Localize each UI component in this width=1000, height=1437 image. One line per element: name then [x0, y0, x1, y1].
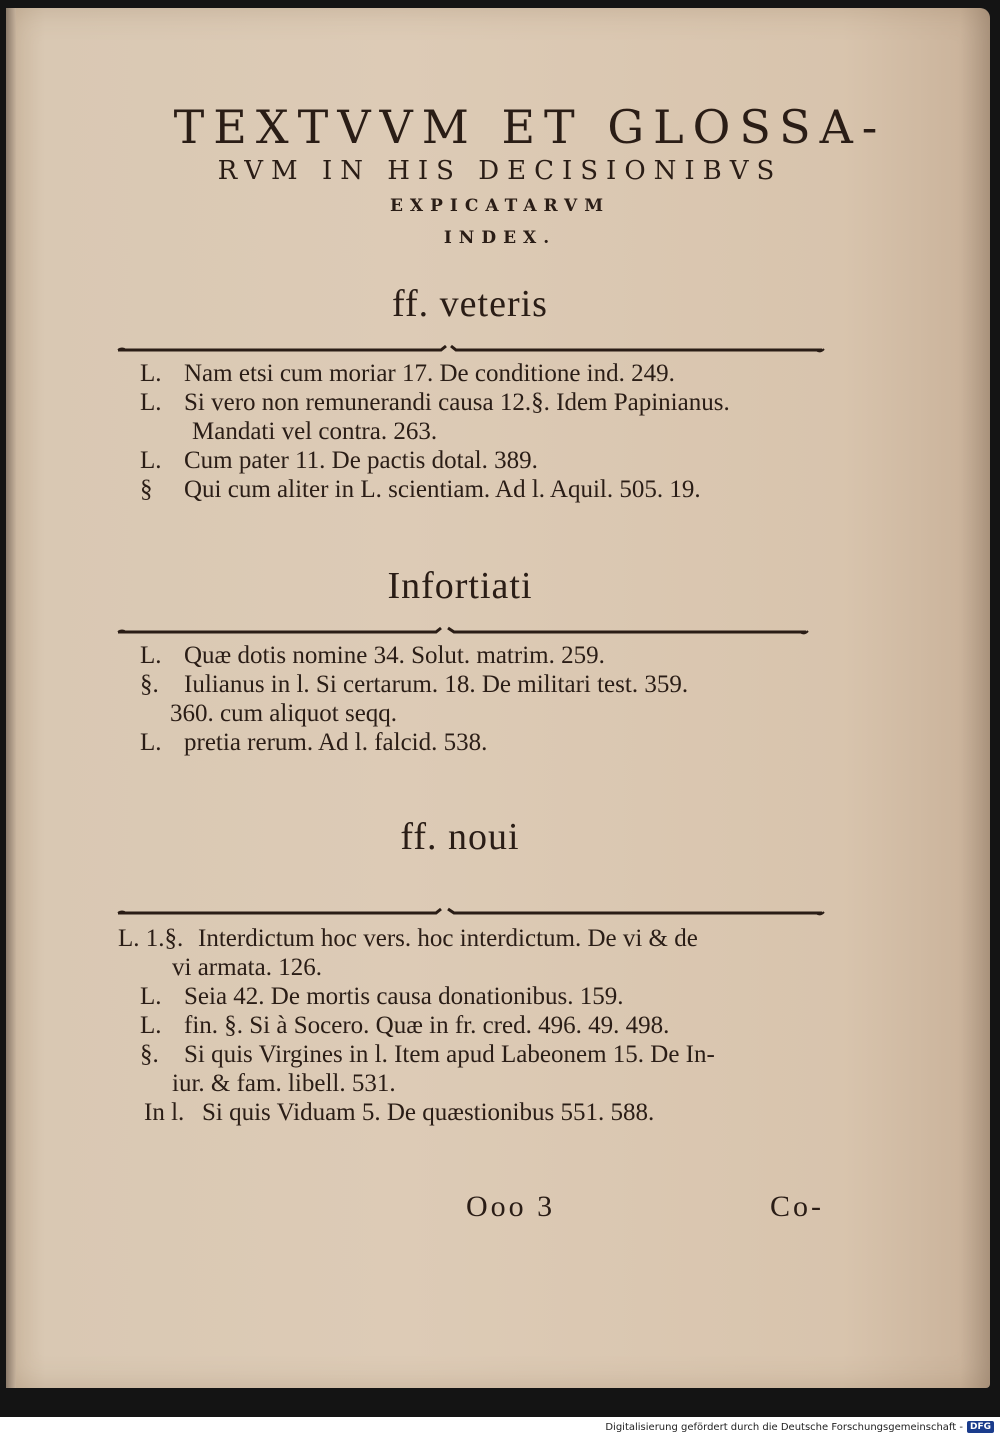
section-entries-infortiati	[140, 641, 830, 757]
index-entry	[140, 1040, 830, 1069]
title-line-1: TEXTVVM ET GLOSSA-	[173, 100, 887, 154]
ornamental-rule	[116, 906, 826, 920]
index-entry	[140, 388, 830, 417]
index-entry-continuation	[140, 417, 830, 446]
entry-text: fin. §. Si à Socero. Quæ in fr. cred. 496. 49. 498.	[184, 1012, 670, 1039]
title-line-2: RVM IN HIS DECISIONIBVS	[217, 156, 783, 186]
entry-text: Seia 42. De mortis causa donationibus. 159.	[184, 983, 624, 1010]
index-entry-continuation	[140, 953, 830, 982]
index-entry	[140, 728, 830, 757]
entry-marker: L.	[140, 360, 162, 387]
ornamental-rule	[116, 343, 826, 357]
index-entry	[144, 1098, 830, 1127]
signature-mark: Ooo 3	[466, 1190, 556, 1223]
catchword: Co-	[770, 1190, 824, 1223]
index-entry	[140, 475, 830, 504]
credit-text: Digitalisierung gefördert durch die Deutsche Forschungsgemeinschaft -	[605, 1421, 963, 1433]
entry-text: Mandati vel contra. 263.	[192, 418, 438, 445]
entry-marker: L.	[140, 729, 162, 756]
index-entry	[140, 446, 830, 475]
entry-marker: L. 1.§.	[118, 925, 184, 952]
section-title-noui: ff. noui	[400, 816, 520, 858]
ornamental-rule	[116, 625, 826, 639]
entry-text: pretia rerum. Ad l. falcid. 538.	[184, 729, 488, 756]
entry-text: Iulianus in l. Si certarum. 18. De militari test. 359.	[184, 671, 689, 698]
index-entry-continuation	[140, 699, 830, 728]
section-title-veteris: ff. veteris	[392, 283, 548, 325]
section-entries-noui	[118, 924, 830, 1127]
index-entry	[140, 670, 830, 699]
entry-marker: L.	[140, 447, 162, 474]
entry-marker: L.	[140, 983, 162, 1010]
entry-text: iur. & fam. libell. 531.	[172, 1070, 396, 1097]
entry-text: 360. cum aliquot seqq.	[170, 700, 398, 727]
entry-text: Interdictum hoc vers. hoc interdictum. De vi & de	[198, 925, 698, 952]
entry-text: Quæ dotis nomine 34. Solut. matrim. 259.	[184, 642, 605, 669]
title-line-4: INDEX.	[443, 228, 557, 248]
entry-text: Cum pater 11. De pactis dotal. 389.	[184, 447, 538, 474]
index-entry	[140, 1011, 830, 1040]
index-entry	[140, 359, 830, 388]
entry-marker: §.	[140, 671, 159, 698]
entry-marker: L.	[140, 389, 162, 416]
index-entry-continuation	[140, 1069, 830, 1098]
entry-marker: L.	[140, 1012, 162, 1039]
entry-marker: §	[140, 476, 153, 503]
entry-text: Si vero non remunerandi causa 12.§. Idem Papinianus.	[184, 389, 730, 416]
dfg-logo: DFG	[967, 1421, 994, 1433]
entry-text: Qui cum aliter in L. scientiam. Ad l. Aquil. 505. 19.	[184, 476, 701, 503]
index-entry	[140, 641, 830, 670]
entry-marker: L.	[140, 642, 162, 669]
entry-text: Si quis Virgines in l. Item apud Labeonem 15. De In-	[184, 1041, 715, 1068]
index-entry	[118, 924, 830, 953]
entry-text: Nam etsi cum moriar 17. De conditione ind. 249.	[184, 360, 675, 387]
entry-marker: In l.	[144, 1099, 185, 1126]
entry-marker: §.	[140, 1041, 159, 1068]
digitization-credit	[605, 1421, 994, 1433]
entry-text: vi armata. 126.	[172, 954, 322, 981]
title-line-3: EXPICATARVM	[389, 196, 611, 216]
section-title-infortiati: Infortiati	[387, 565, 533, 607]
index-entry	[140, 982, 830, 1011]
entry-text: Si quis Viduam 5. De quæstionibus 551. 588.	[202, 1099, 655, 1126]
section-entries-veteris	[140, 359, 830, 504]
